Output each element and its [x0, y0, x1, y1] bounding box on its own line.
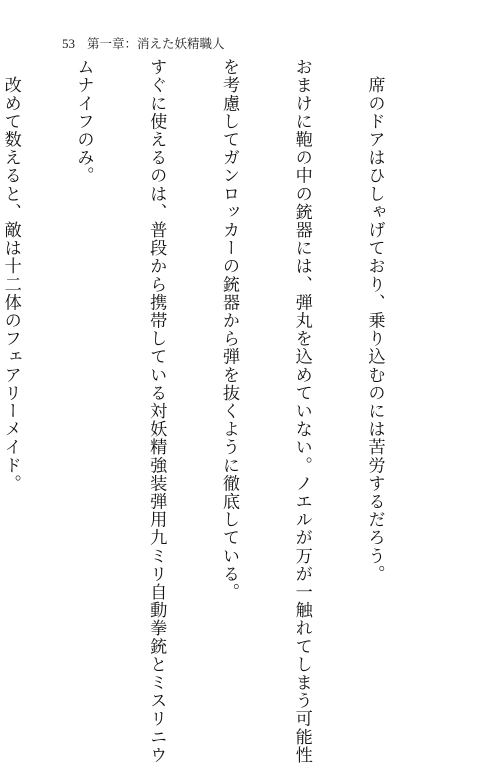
text-line: おまけに鞄の中の銃器には、弾丸を込めていない。ノエルが万が一触れてしまう可能性	[291, 58, 312, 764]
page-header	[62, 34, 225, 52]
text-line: 席のドアはひしゃげており、乗り込むのには苦労するだろう。	[364, 58, 385, 583]
text-line: 改めて数えると、敵は十二体のフェアリーメイド。	[0, 58, 21, 493]
text-line: すぐに使えるのは、普段から携帯している対妖精強装弾用九ミリ自動拳銃とミスリニウ	[146, 58, 167, 764]
chapter-title: 第一章：消えた妖精職人	[87, 36, 225, 51]
body-text	[0, 58, 435, 764]
page-number: 53	[62, 36, 75, 51]
text-line: ムナイフのみ。	[73, 58, 94, 185]
text-line: を考慮してガンロッカーの銃器から弾を抜くように徹底している。	[219, 58, 239, 601]
